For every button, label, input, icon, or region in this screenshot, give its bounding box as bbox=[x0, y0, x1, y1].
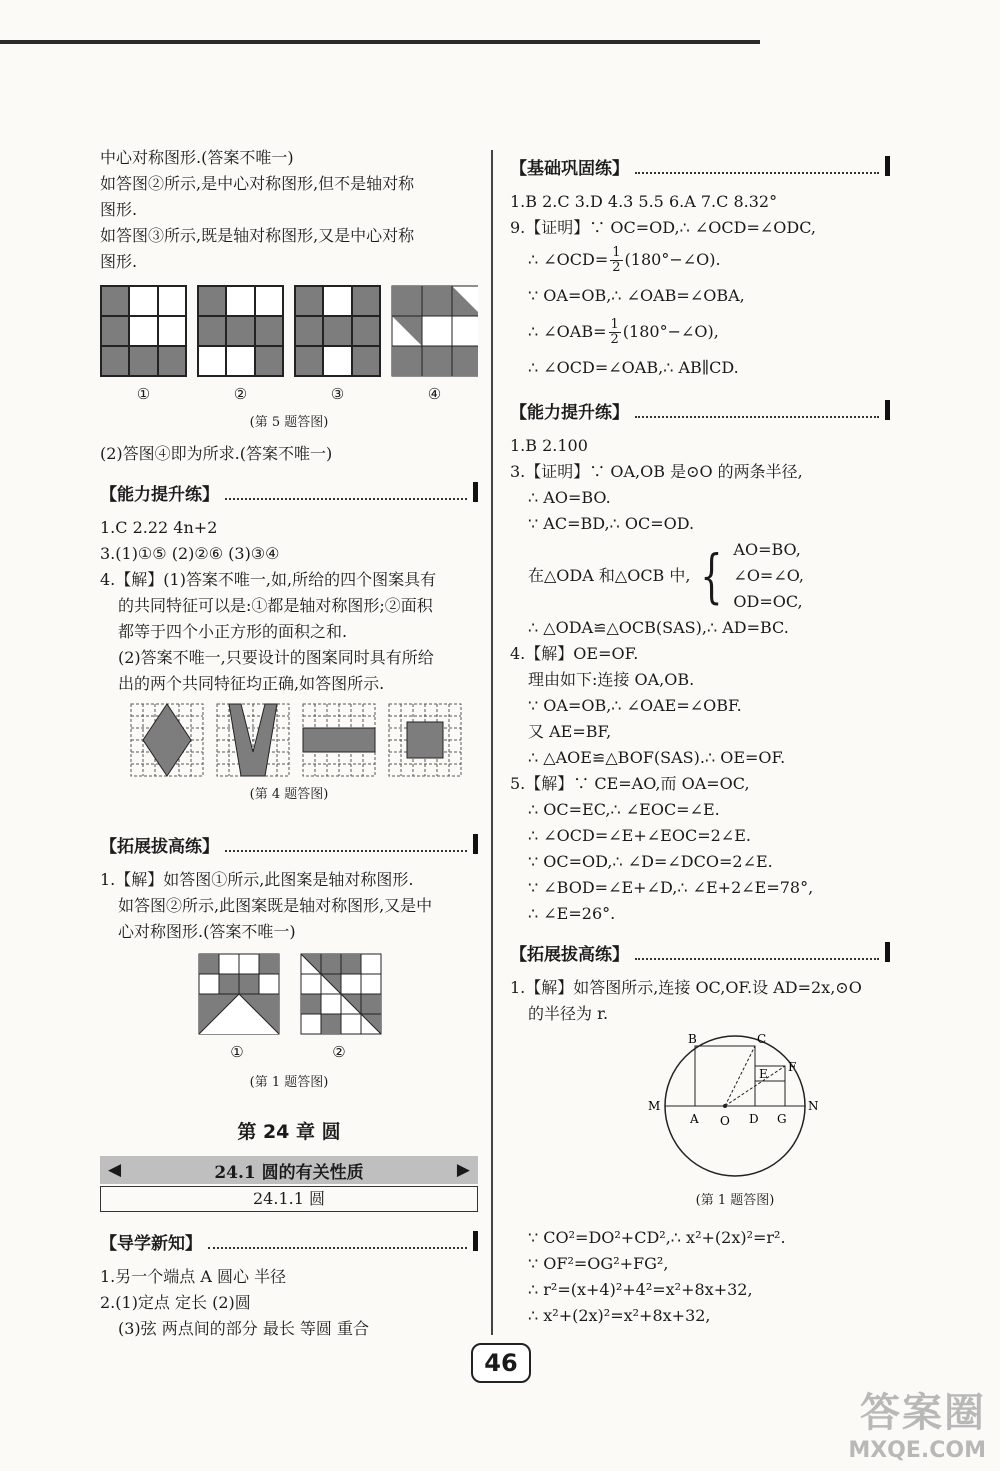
column-divider bbox=[491, 150, 493, 1335]
brace-system: 在△ODA 和△OCB 中, { AO=BO, ∠O=∠O, OD=OC, bbox=[528, 540, 805, 611]
dashed-grid-figure-1 bbox=[130, 703, 204, 777]
fig-label: ② bbox=[332, 1043, 346, 1061]
page-number: 46 bbox=[471, 1343, 531, 1383]
text-line: ∴ r²=(x+4)²+4²=x²+8x+32, bbox=[528, 1280, 753, 1299]
text-line: ∴ OC=EC,∴ ∠EOC=∠E. bbox=[528, 800, 720, 819]
text-line: 出的两个共同特征均正确,如答图所示. bbox=[118, 674, 385, 693]
section-title: 【基础巩固练】 bbox=[510, 158, 629, 179]
section-header-ability bbox=[100, 477, 478, 507]
point-label-g: G bbox=[777, 1112, 787, 1126]
fraction: $\frac{1}{2}$ bbox=[610, 317, 619, 347]
section-title: 【能力提升练】 bbox=[510, 402, 629, 423]
text-line: 2.(1)定点 定长 (2)圆 bbox=[100, 1293, 251, 1312]
fig4-caption: (第 4 题答图) bbox=[249, 787, 329, 802]
dashed-grid-figure-4 bbox=[388, 703, 462, 777]
fig-label: ② bbox=[233, 385, 248, 403]
brace-icon: { bbox=[699, 542, 723, 610]
top-rule bbox=[0, 40, 760, 44]
text-line: (2)答案不唯一,只要设计的图案同时具有所给 bbox=[118, 648, 434, 667]
text-line: 1.B 2.C 3.D 4.3 5.5 6.A 7.C 8.32° bbox=[510, 192, 778, 211]
watermark bbox=[848, 1381, 986, 1463]
point-label-b: B bbox=[688, 1032, 697, 1046]
text-line: ∴ AO=BO. bbox=[528, 488, 611, 507]
text-line: ∵ OA=OB,∴ ∠OAE=∠OBF. bbox=[528, 696, 742, 715]
fig1-caption: (第 1 题答图) bbox=[249, 1075, 329, 1090]
text-line: (3)弦 两点间的部分 最长 等圆 重合 bbox=[118, 1319, 370, 1338]
text-line: ∵ AC=BD,∴ OC=OD. bbox=[528, 514, 695, 533]
text-line: 又 AE=BF, bbox=[528, 722, 612, 741]
point-label-d: D bbox=[749, 1112, 759, 1126]
text-line: ∵ OA=OB,∴ ∠OAB=∠OBA, bbox=[528, 286, 745, 305]
square-figure-1 bbox=[198, 953, 280, 1035]
text-line: 中心对称图形.(答案不唯一) bbox=[100, 148, 294, 167]
text-line: ∴ ∠OCD=∠OAB,∴ AB∥CD. bbox=[528, 358, 739, 377]
text-line: 如答图②所示,此图案既是轴对称图形,又是中 bbox=[118, 896, 433, 915]
text-line: 的共同特征可以是:①都是轴对称图形;②面积 bbox=[118, 596, 433, 615]
point-label-o: O bbox=[720, 1114, 730, 1128]
text-line: 5.【解】∵ CE=AO,而 OA=OC, bbox=[510, 774, 750, 793]
grid-figure-4 bbox=[391, 285, 478, 377]
section-header-extend-right bbox=[510, 937, 890, 967]
text-line: 4.【解】(1)答案不唯一,如,所给的四个图案具有 bbox=[100, 570, 437, 589]
chapter-title: 第 24 章 圆 bbox=[237, 1121, 341, 1143]
fraction-line: ∴ ∠OCD= $\frac{1}{2}$ (180°−∠O). bbox=[528, 245, 721, 275]
text-line: 都等于四个小正方形的面积之和. bbox=[118, 622, 348, 641]
text-line: 如答图②所示,是中心对称图形,但不是轴对称 bbox=[100, 174, 415, 193]
fig-label: ① bbox=[136, 385, 151, 403]
text-line: (2)答图④即为所求.(答案不唯一) bbox=[100, 444, 333, 463]
section-title: 【能力提升练】 bbox=[100, 484, 219, 505]
subsection-box: 24.1.1 圆 bbox=[100, 1186, 478, 1212]
grid-figure-3 bbox=[294, 285, 381, 377]
text-line: 1.【解】如答图①所示,此图案是轴对称图形. bbox=[100, 870, 414, 889]
text-line: 心对称图形.(答案不唯一) bbox=[118, 922, 296, 941]
section-title: 【拓展拔高练】 bbox=[100, 836, 219, 857]
section-header-ability-right bbox=[510, 395, 890, 425]
fig-label: ④ bbox=[427, 385, 442, 403]
text-line: 图形. bbox=[100, 252, 138, 271]
fig1-labels bbox=[192, 1043, 478, 1061]
arrow-left-icon: ◀ bbox=[108, 1160, 122, 1180]
circle-diagram bbox=[620, 1031, 880, 1181]
text-line: 3.【证明】∵ OA,OB 是⊙O 的两条半径, bbox=[510, 462, 803, 481]
text-line: 9.【证明】∵ OC=OD,∴ ∠OCD=∠ODC, bbox=[510, 218, 816, 237]
fig-label: ① bbox=[230, 1043, 244, 1061]
point-label-m: M bbox=[648, 1099, 661, 1113]
point-label-n: N bbox=[808, 1099, 819, 1113]
ribbon-title: 24.1 圆的有关性质 bbox=[214, 1162, 364, 1183]
point-label-f: F bbox=[788, 1060, 797, 1074]
text-line: ∵ OF²=OG²+FG², bbox=[528, 1254, 669, 1273]
text-line: ∵ ∠BOD=∠E+∠D,∴ ∠E+2∠E=78°, bbox=[528, 878, 814, 897]
text-line: ∴ ∠OCD=∠E+∠EOC=2∠E. bbox=[528, 826, 751, 845]
text-line: 3.(1)①⑤ (2)②⑥ (3)③④ bbox=[100, 544, 280, 563]
left-intro bbox=[100, 145, 478, 275]
text-line: 4.【解】OE=OF. bbox=[510, 644, 639, 663]
text-line: ∴ △AOE≌△BOF(SAS).∴ OE=OF. bbox=[528, 748, 786, 767]
watermark-url: MXQE.COM bbox=[848, 1438, 986, 1463]
text-line: ∵ OC=OD,∴ ∠D=∠DCO=2∠E. bbox=[528, 852, 773, 871]
text-line: 理由如下:连接 OA,OB. bbox=[528, 670, 695, 689]
left-column bbox=[100, 145, 478, 1342]
text-line: 1.【解】如答图所示,连接 OC,OF.设 AD=2x,⊙O bbox=[510, 978, 862, 997]
grid-figure-2 bbox=[197, 285, 284, 377]
fig4-grids bbox=[130, 703, 478, 777]
arrow-right-icon: ▶ bbox=[456, 1160, 470, 1180]
text-line: 1.C 2.22 4n+2 bbox=[100, 518, 218, 537]
grid-figure-1 bbox=[100, 285, 187, 377]
text-line: ∵ CO²=DO²+CD²,∴ x²+(2x)²=r². bbox=[528, 1228, 786, 1247]
fig5-grids bbox=[100, 285, 478, 377]
text-line: 如答图③所示,既是轴对称图形,又是中心对称 bbox=[100, 226, 415, 245]
dashed-grid-figure-3 bbox=[302, 703, 376, 777]
section-ribbon bbox=[100, 1156, 478, 1184]
text-line: 的半径为 r. bbox=[528, 1004, 609, 1023]
text-line: ∴ △ODA≌△OCB(SAS),∴ AD=BC. bbox=[528, 618, 789, 637]
point-label-a: A bbox=[690, 1112, 699, 1126]
section-header-guide bbox=[100, 1226, 478, 1256]
point-label-e: E bbox=[759, 1067, 768, 1081]
fig5-labels bbox=[100, 385, 478, 403]
section-title: 【拓展拔高练】 bbox=[510, 944, 629, 965]
section-header-basic bbox=[510, 151, 890, 181]
fig-label: ③ bbox=[330, 385, 345, 403]
text-line: ∴ ∠E=26°. bbox=[528, 904, 616, 923]
text-line: 1.B 2.100 bbox=[510, 436, 588, 455]
section-header-extend bbox=[100, 829, 478, 859]
fig1-grids bbox=[198, 953, 478, 1035]
dashed-grid-figure-2 bbox=[216, 703, 290, 777]
fig5-caption: (第 5 题答图) bbox=[249, 415, 329, 430]
right-column bbox=[510, 145, 890, 1329]
fraction: $\frac{1}{2}$ bbox=[612, 245, 621, 275]
text-line: 1.另一个端点 A 圆心 半径 bbox=[100, 1267, 287, 1286]
text-line: 图形. bbox=[100, 200, 138, 219]
square-figure-2 bbox=[300, 953, 382, 1035]
fraction-line: ∴ ∠OAB= $\frac{1}{2}$ (180°−∠O), bbox=[528, 317, 719, 347]
point-label-c: C bbox=[757, 1032, 767, 1046]
text-line: ∴ x²+(2x)²=x²+8x+32, bbox=[528, 1306, 711, 1325]
watermark-text: 答案圈 bbox=[860, 1390, 986, 1436]
circle-fig-caption: (第 1 题答图) bbox=[695, 1193, 775, 1208]
section-title: 【导学新知】 bbox=[100, 1233, 202, 1254]
